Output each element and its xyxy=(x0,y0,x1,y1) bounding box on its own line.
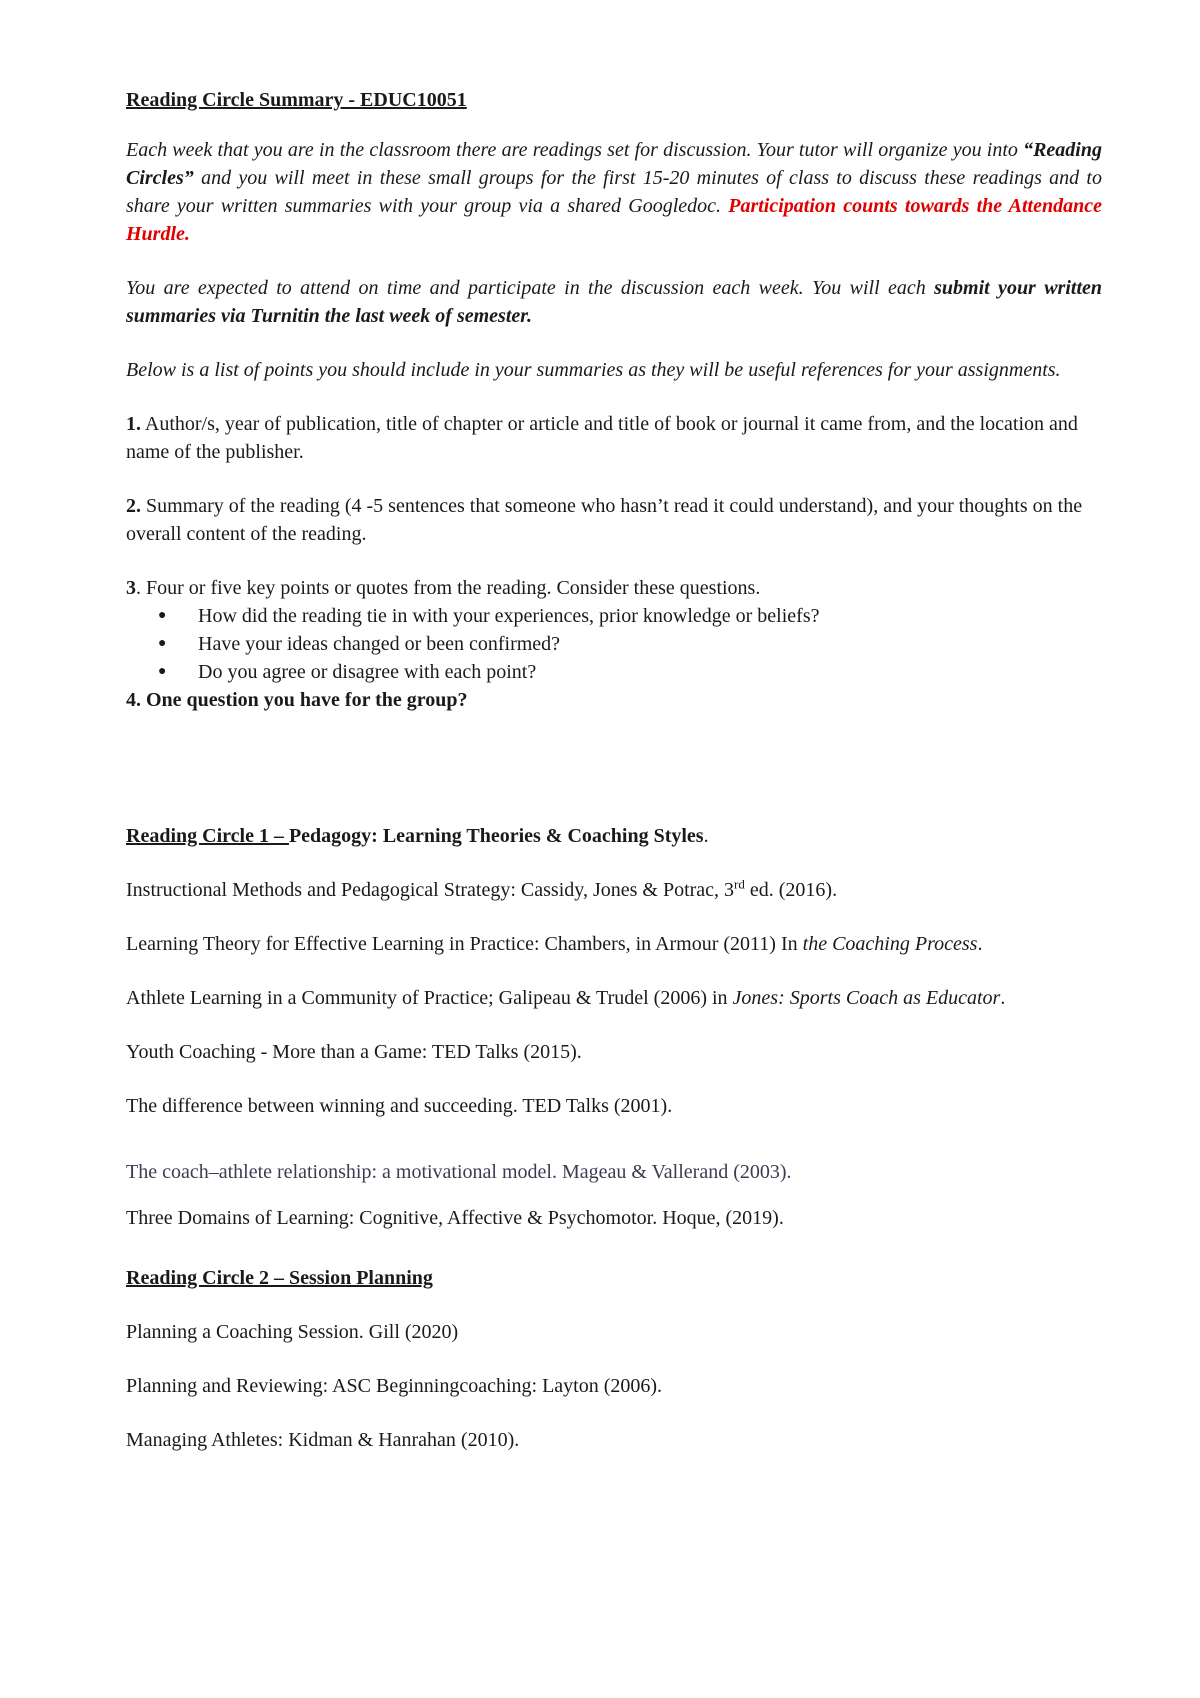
intro-paragraph-2 xyxy=(126,274,1102,330)
point-text: Summary of the reading (4 -5 sentences that someone who hasn’t read it could understand), and your thoughts on the overall content of the reading. xyxy=(126,495,1083,545)
reading-item: The coach–athlete relationship: a motivational model. Mageau & Vallerand (2003). xyxy=(126,1161,792,1183)
intro-text: Each week that you are in the classroom there are readings set for discussion. Your tutor will organize you into xyxy=(126,139,1024,161)
circle-1-heading xyxy=(126,822,1102,850)
reading-item: Managing Athletes: Kidman & Hanrahan (2010). xyxy=(126,1429,520,1451)
reading-item: The difference between winning and succeeding. TED Talks (2001). xyxy=(126,1095,673,1117)
circle-1-label: Reading Circle 1 – xyxy=(126,825,289,847)
reading-text: . xyxy=(977,933,983,955)
point-4: 4. One question you have for the group? xyxy=(126,689,468,711)
intro-text: You are expected to attend on time and participate in the discussion each week. You will each xyxy=(126,277,935,299)
reading-text: Instructional Methods and Pedagogical Strategy: Cassidy, Jones & Potrac, 3 xyxy=(126,879,735,901)
reading-item: Three Domains of Learning: Cognitive, Affective & Psychomotor. Hoque, (2019). xyxy=(126,1207,784,1229)
circle-2-heading xyxy=(126,1264,1102,1292)
reading-item: Planning a Coaching Session. Gill (2020) xyxy=(126,1321,459,1343)
intro-paragraph-3: Below is a list of points you should include in your summaries as they will be useful references for your assignments. xyxy=(126,359,1061,381)
reading-circles-term: “Reading Circles” xyxy=(126,139,1102,189)
reading-item xyxy=(126,984,1102,1012)
book-title: the Coaching Process xyxy=(802,933,978,955)
reading-text: . xyxy=(1000,987,1006,1009)
point-1 xyxy=(126,410,1102,466)
heading-period: . xyxy=(703,825,709,847)
submission-note: submit your written summaries via Turnitin the last week of semester. xyxy=(126,277,1102,327)
point-number: 1. xyxy=(126,413,141,435)
circle-2-label: Reading Circle 2 – Session Planning xyxy=(126,1267,433,1289)
reading-text: Learning Theory for Effective Learning in Practice: Chambers, in Armour (2011) In xyxy=(126,933,803,955)
ordinal-suffix: rd xyxy=(734,876,745,892)
reading-text: ed. (2016). xyxy=(744,879,838,901)
intro-paragraph-1 xyxy=(126,136,1102,248)
point-number: 2. xyxy=(126,495,141,517)
question-list xyxy=(126,602,1102,686)
document-body xyxy=(126,86,1102,1480)
reading-item xyxy=(126,876,1102,904)
document-title: Reading Circle Summary - EDUC10051 xyxy=(126,89,467,111)
book-title: Jones: Sports Coach as Educator xyxy=(732,987,1001,1009)
spacer xyxy=(126,714,1102,822)
point-text: Author/s, year of publication, title of chapter or article and title of book or journal it came from, and the location and name of the publisher. xyxy=(126,413,1078,463)
list-item: ● Have your ideas changed or been confirmed? xyxy=(198,630,1102,658)
point-3 xyxy=(126,574,1102,602)
list-item: ● How did the reading tie in with your experiences, prior knowledge or beliefs? xyxy=(198,602,1102,630)
attendance-hurdle-note: Participation counts towards the Attendance Hurdle. xyxy=(126,195,1102,245)
reading-text: Athlete Learning in a Community of Practice; Galipeau & Trudel (2006) in xyxy=(126,987,733,1009)
point-number: 3 xyxy=(126,577,136,599)
reading-item: Planning and Reviewing: ASC Beginningcoaching: Layton (2006). xyxy=(126,1375,663,1397)
reading-item: Youth Coaching - More than a Game: TED Talks (2015). xyxy=(126,1041,582,1063)
point-2 xyxy=(126,492,1102,548)
intro-text: and you will meet in these small groups for the first 15-20 minutes of class to discuss these readings and to share your written summaries with your group via a shared Googledoc. xyxy=(126,167,1102,217)
list-item: ● Do you agree or disagree with each point? xyxy=(198,658,1102,686)
point-text: . Four or five key points or quotes from the reading. Consider these questions. xyxy=(136,577,761,599)
circle-1-topic: Pedagogy: Learning Theories & Coaching Styles xyxy=(288,825,704,847)
reading-item xyxy=(126,930,1102,958)
